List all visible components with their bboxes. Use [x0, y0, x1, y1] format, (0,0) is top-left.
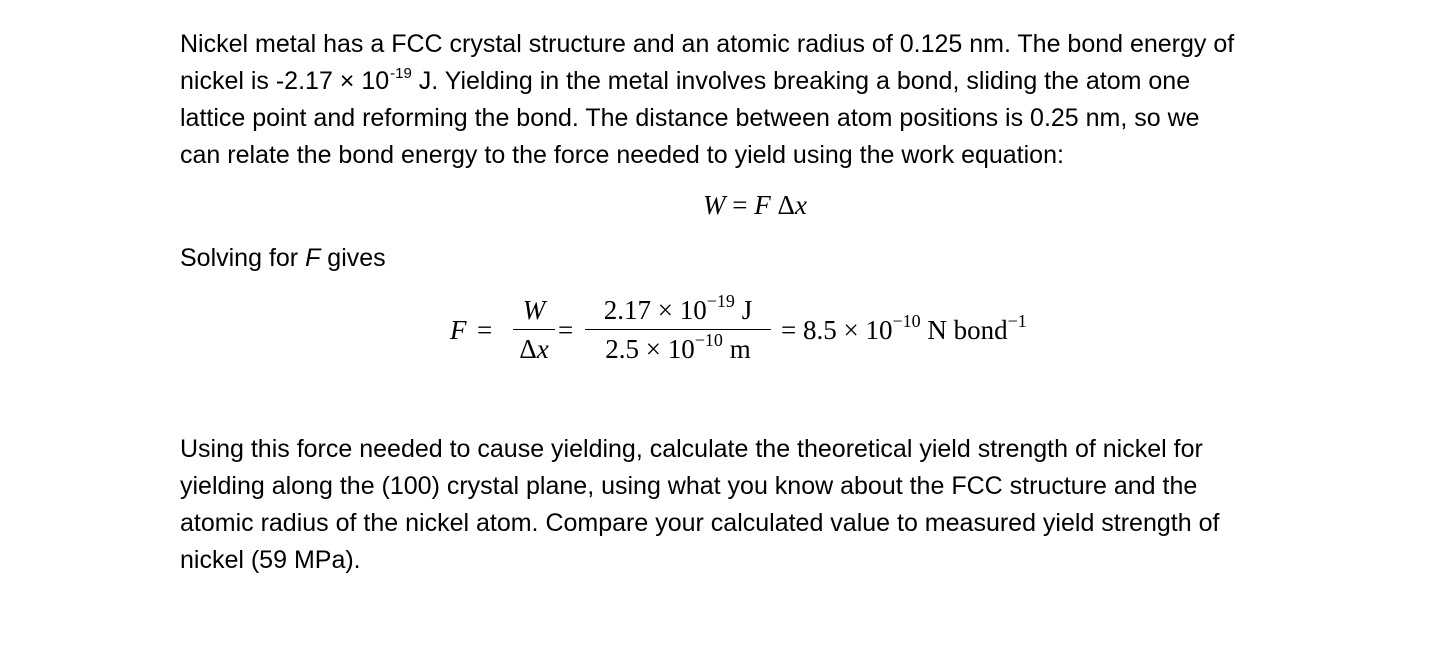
fraction-2-denominator [585, 332, 771, 366]
result-base: = 8.5 × 10 [781, 315, 893, 345]
intro-line-2 [180, 63, 1350, 100]
displacement-var: x [794, 190, 807, 220]
bond-energy-exponent: -19 [390, 65, 412, 82]
fraction-1-numerator: W [522, 295, 546, 325]
question-line-1: Using this force needed to cause yielding, calculate the theoretical yield strength of nickel for [180, 435, 1203, 463]
fraction-1-delta: Δ [519, 334, 537, 364]
solving-line [180, 240, 1350, 277]
result-exponent: −10 [892, 311, 921, 331]
numerator-unit: J [734, 295, 753, 325]
problem-intro-paragraph [180, 26, 1350, 174]
work-var: W [703, 190, 726, 220]
intro-line-2-text: nickel is -2.17 × 10 [180, 67, 390, 95]
result-unit-exponent: −1 [1007, 311, 1027, 331]
force-result [781, 311, 1027, 346]
delta-symbol: Δ [770, 190, 795, 220]
force-lhs: F [450, 315, 467, 345]
result-unit: N bond [920, 315, 1008, 345]
numeric-fraction [585, 293, 771, 366]
denominator-unit: m [722, 334, 751, 364]
solving-text-after: gives [320, 244, 386, 272]
denominator-base: 2.5 × 10 [605, 334, 695, 364]
fraction-1-x: x [536, 334, 549, 364]
intro-line-1: Nickel metal has a FCC crystal structure and an atomic radius of 0.125 nm. The bond energy of [180, 30, 1235, 58]
fraction-1-denominator [513, 332, 555, 366]
question-paragraph [180, 431, 1350, 579]
question-line-4: nickel (59 MPa). [180, 546, 361, 574]
numerator-exponent: −19 [706, 291, 735, 311]
solving-paragraph [180, 240, 1350, 277]
intro-line-2-rest: J. Yielding in the metal involves breaking a bond, sliding the atom one [411, 67, 1191, 95]
question-line-3: atomic radius of the nickel atom. Compare your calculated value to measured yield strength of [180, 509, 1220, 537]
work-over-displacement-fraction [513, 293, 555, 366]
intro-line-3: lattice point and reforming the bond. The distance between atom positions is 0.25 nm, so we [180, 104, 1200, 132]
solving-var: F [305, 244, 321, 272]
fraction-2-bar [585, 329, 771, 330]
work-equation [703, 190, 807, 221]
force-equals-2: = [558, 315, 574, 345]
fraction-2-numerator [585, 293, 771, 327]
fraction-1-bar [513, 329, 555, 330]
force-var: F [754, 190, 771, 220]
solving-text-before: Solving for [180, 244, 306, 272]
numerator-base: 2.17 × 10 [603, 295, 707, 325]
denominator-exponent: −10 [694, 330, 723, 350]
intro-line-4: can relate the bond energy to the force needed to yield using the work equation: [180, 141, 1064, 169]
force-equals-1: = [477, 315, 493, 345]
question-line-2: yielding along the (100) crystal plane, using what you know about the FCC structure and the [180, 472, 1198, 500]
work-equals: = [725, 190, 755, 220]
